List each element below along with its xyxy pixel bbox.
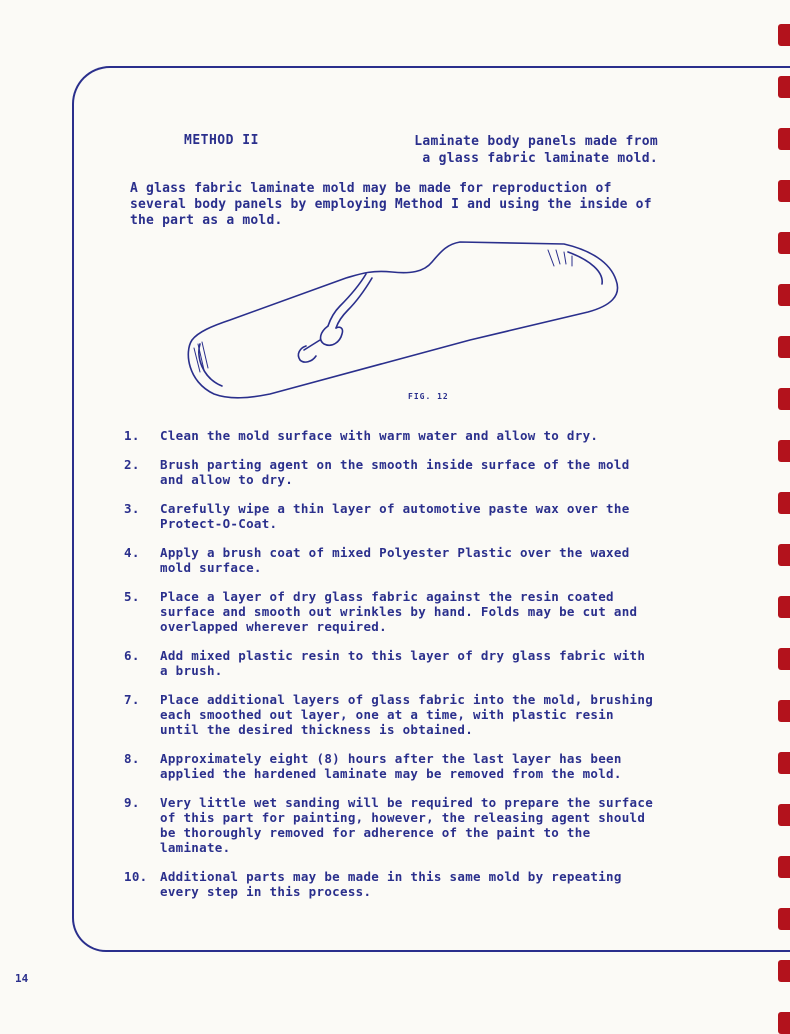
arm-outline <box>336 278 372 328</box>
step-number: 8. <box>124 751 140 766</box>
step-number: 9. <box>124 795 140 810</box>
spiral-binding <box>776 0 790 1030</box>
step-number: 10. <box>124 869 148 884</box>
binding-ring <box>778 544 790 566</box>
page-number: 14 <box>15 972 29 985</box>
binding-ring <box>778 700 790 722</box>
section-heading <box>392 133 658 167</box>
step-text: Carefully wipe a thin layer of automotive paste wax over the Protect-O-Coat. <box>160 501 630 531</box>
step-text: Place additional layers of glass fabric into the mold, brushing each smoothed out layer, one at a time, with plastic resin until the desired thickness is obtained. <box>160 692 654 737</box>
binding-ring <box>778 648 790 670</box>
hand-outline <box>321 326 343 345</box>
heading-line-2: a glass fabric laminate mold. <box>422 151 658 166</box>
step-number: 4. <box>124 545 140 560</box>
shading-left <box>194 342 208 372</box>
step-text: Very little wet sanding will be required to prepare the surface of this part for painting, however, the releasing agent should be thoroughly removed for adherence of the paint to the laminate. <box>160 795 654 855</box>
binding-ring <box>778 128 790 150</box>
step-text: Clean the mold surface with warm water and allow to dry. <box>160 428 599 443</box>
binding-ring <box>778 960 790 982</box>
step-item <box>124 795 660 855</box>
binding-ring <box>778 752 790 774</box>
brush-handle <box>304 340 320 350</box>
step-text: Add mixed plastic resin to this layer of dry glass fabric with a brush. <box>160 648 646 678</box>
step-item <box>124 692 660 737</box>
binding-ring <box>778 336 790 358</box>
binding-ring <box>778 908 790 930</box>
binding-ring <box>778 596 790 618</box>
step-item <box>124 545 660 575</box>
binding-ring <box>778 440 790 462</box>
intro-paragraph: A glass fabric laminate mold may be made for reproduction of several body panels by employing Method I and using the inside of the part as a mold. <box>130 181 652 228</box>
step-item <box>124 751 660 781</box>
binding-ring <box>778 24 790 46</box>
step-number: 3. <box>124 501 140 516</box>
step-item <box>124 648 660 678</box>
figure-label: FIG. 12 <box>408 392 449 401</box>
step-number: 5. <box>124 589 140 604</box>
heading-line-1: Laminate body panels made from <box>414 134 658 149</box>
binding-ring <box>778 804 790 826</box>
binding-ring <box>778 1012 790 1034</box>
step-text: Additional parts may be made in this same mold by repeating every step in this process. <box>160 869 622 899</box>
step-number: 2. <box>124 457 140 472</box>
step-item <box>124 501 660 531</box>
mold-illustration <box>170 222 650 402</box>
step-text: Approximately eight (8) hours after the last layer has been applied the hardened laminate may be removed from the mold. <box>160 751 622 781</box>
step-item <box>124 457 660 487</box>
binding-ring <box>778 284 790 306</box>
binding-ring <box>778 180 790 202</box>
method-label: METHOD II <box>184 133 259 148</box>
binding-ring <box>778 492 790 514</box>
binding-ring <box>778 232 790 254</box>
mold-outline <box>188 242 617 398</box>
binding-ring <box>778 76 790 98</box>
step-number: 7. <box>124 692 140 707</box>
step-item <box>124 428 660 443</box>
step-number: 1. <box>124 428 140 443</box>
steps-list <box>124 428 660 913</box>
binding-ring <box>778 388 790 410</box>
step-item <box>124 589 660 634</box>
step-text: Place a layer of dry glass fabric against the resin coated surface and smooth out wrinkles by hand. Folds may be cut and overlapped wherever required. <box>160 589 638 634</box>
step-text: Apply a brush coat of mixed Polyester Plastic over the waxed mold surface. <box>160 545 630 575</box>
step-text: Brush parting agent on the smooth inside surface of the mold and allow to dry. <box>160 457 630 487</box>
binding-ring <box>778 856 790 878</box>
step-item <box>124 869 660 899</box>
step-number: 6. <box>124 648 140 663</box>
